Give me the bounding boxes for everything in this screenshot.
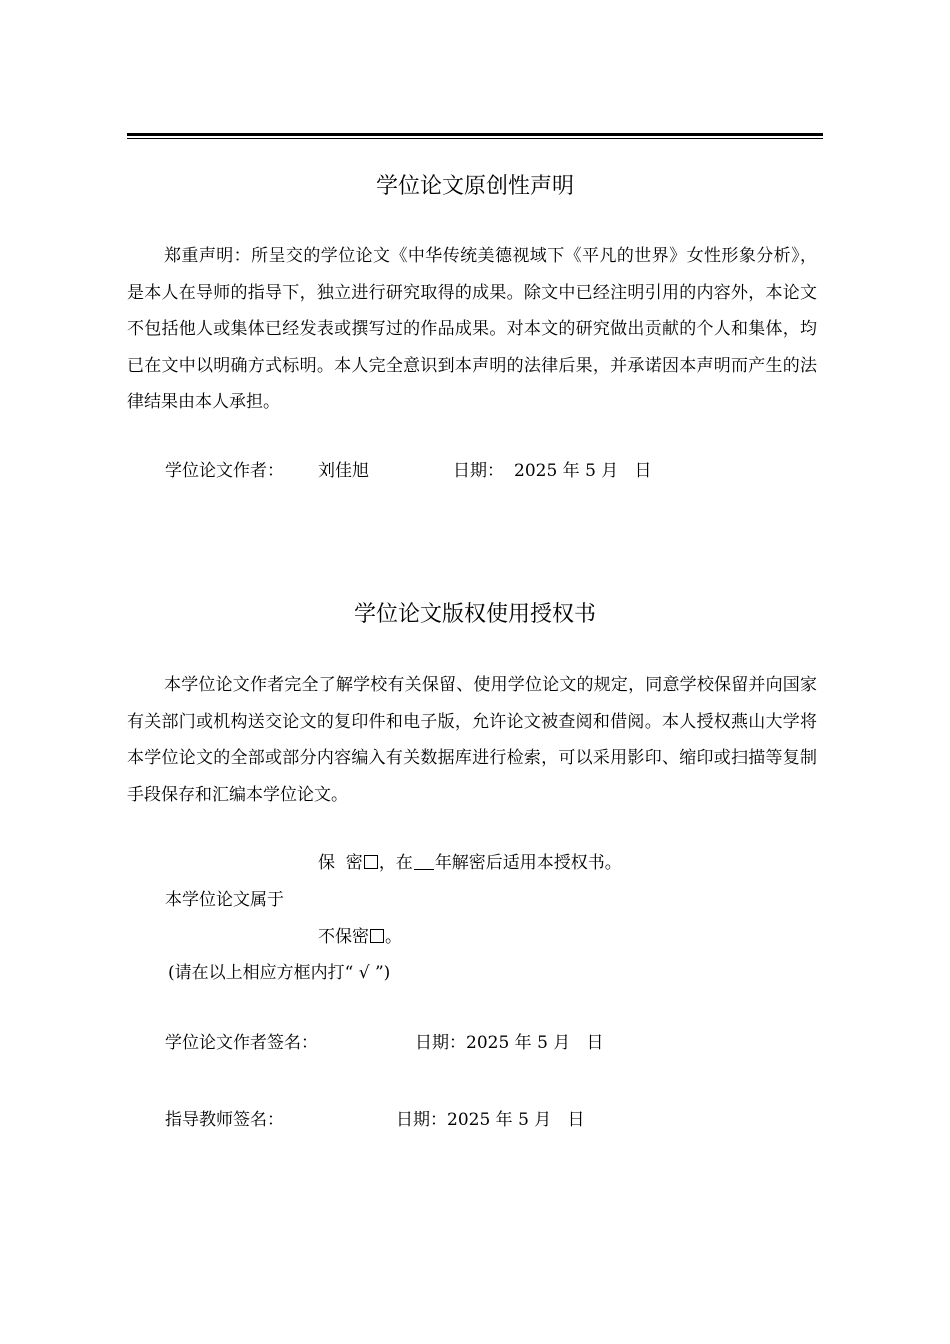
- secret-years-blank[interactable]: [414, 855, 434, 870]
- not-secret-checkbox[interactable]: [370, 929, 384, 943]
- secret-suffix-2: 年解密后适用本授权书。: [434, 853, 622, 873]
- advisor-sign-label: 指导教师签名：: [165, 1110, 284, 1130]
- header-rule-thin: [127, 138, 823, 139]
- advisor-sign-date: 日期：2025 年 5 月 日: [396, 1110, 585, 1130]
- declaration-title: 学位论文原创性声明: [375, 174, 574, 199]
- header-rule-thick: [127, 133, 823, 136]
- declaration-author-label: 学位论文作者：: [165, 461, 284, 481]
- authorization-body: 本学位论文作者完全了解学校有关保留、使用学位论文的规定，同意学校保留并向国家有关部门或机构送交论文的复印件和电子版，允许论文被查阅和借阅。本人授权燕山大学将本学位论文的全部或部分内容编入有关数据库进行检索，可以采用影印、缩印或扫描等复制手段保存和汇编本学位论文。: [127, 675, 817, 805]
- declaration-date-label: 日期：: [453, 461, 504, 481]
- not-secret-option: [318, 925, 402, 949]
- not-secret-label: 不保密: [318, 927, 369, 947]
- not-secret-suffix: 。: [385, 927, 402, 947]
- secret-option: [318, 851, 622, 875]
- secret-label: 保 密: [318, 853, 363, 873]
- declaration-date-value: 2025 年 5 月 日: [514, 461, 652, 481]
- secret-checkbox[interactable]: [364, 855, 378, 869]
- author-sign-date: 日期：2025 年 5 月 日: [415, 1033, 604, 1053]
- instruction-text: (请在以上相应方框内打“ √ ”): [168, 963, 391, 983]
- belongs-label: 本学位论文属于: [165, 890, 284, 910]
- author-sign-label: 学位论文作者签名：: [165, 1033, 318, 1053]
- secret-suffix-1: ，在: [378, 853, 413, 873]
- authorization-title: 学位论文版权使用授权书: [353, 602, 596, 627]
- declaration-body: 郑重声明：所呈交的学位论文《中华传统美德视域下《平凡的世界》女性形象分析》，是本人在导师的指导下，独立进行研究取得的成果。除文中已经注明引用的内容外，本论文不包括他人或集体已经发表或撰写过的作品成果。对本文的研究做出贡献的个人和集体，均已在文中以明确方式标明。本人完全意识到本声明的法律后果，并承诺因本声明而产生的法律结果由本人承担。: [127, 246, 817, 412]
- declaration-author-name: 刘佳旭: [318, 461, 369, 481]
